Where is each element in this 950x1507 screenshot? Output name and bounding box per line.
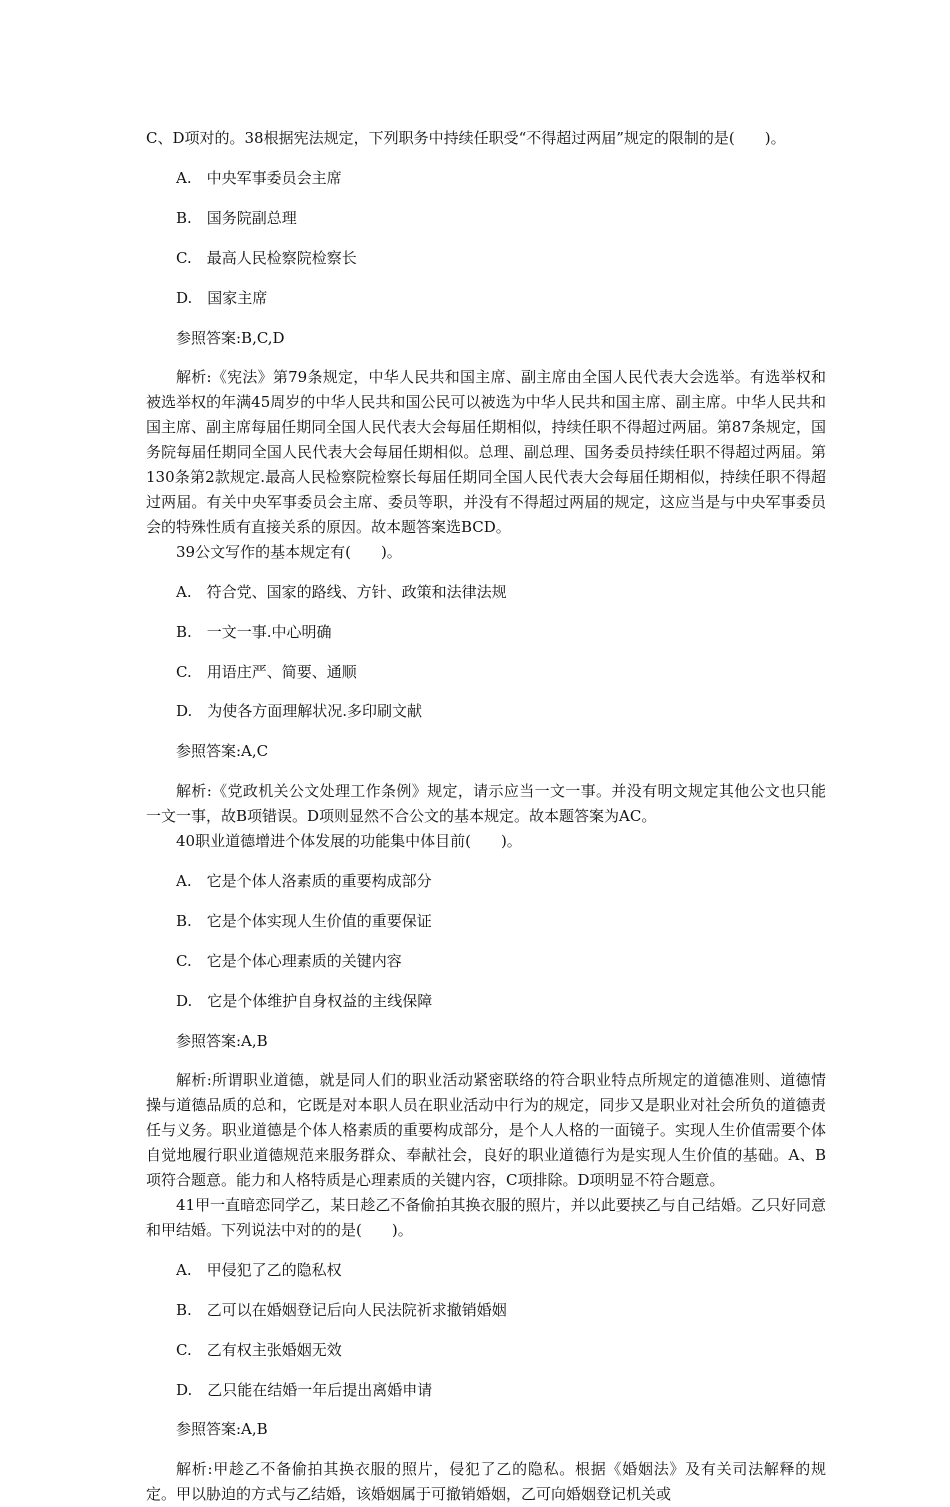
paragraph: 解析:所谓职业道德，就是同人们的职业活动紧密联络的符合职业特点所规定的道德准则、道德情操与道德品质的总和，它既是对本职人员在职业活动中行为的规定，同步又是职业对社会所负的道德责 任与义务。职业道德是个体人格素质的重要构成部分，是个人人格的一面镜子。实现人生价值需要个体自觉地履行职业道德规范来服务群众、奉献社会，良好的职业道德行为是实现人生价值的基础。A、B项符合题意。能力和人格特质是心理素质的关键内容，C项排除。D项明显不符合题意。 <box>146 1071 826 1190</box>
option-line: A. 它是个体人洛素质的重要构成部分 <box>176 871 432 890</box>
option-line: B. 一文一事.中心明确 <box>176 622 332 641</box>
option-line: A. 中央军事委员会主席 <box>176 168 342 187</box>
option-line: B. 乙可以在婚姻登记后向人民法院祈求撤销婚姻 <box>176 1300 507 1319</box>
option-line: D. 它是个体维护自身权益的主线保障 <box>176 991 433 1010</box>
paragraph: 解析:《党政机关公文处理工作条例》规定，请示应当一文一事。并没有明文规定其他公文也只能一文一事，故B项错误。D项则显然不合公文的基本规定。故本题答案为AC。 <box>146 782 826 826</box>
paragraph: C、D项对的。38根据宪法规定，下列职务中持续任职受“不得超过两届”规定的限制的是( )。 <box>146 129 786 147</box>
option-line: D. 乙只能在结婚一年后提出离婚申请 <box>176 1380 433 1399</box>
option-line: 参照答案:A,B <box>176 1031 268 1050</box>
option-line: A. 甲侵犯了乙的隐私权 <box>176 1260 342 1279</box>
option-line: 参照答案:A,B <box>176 1420 268 1439</box>
paragraph: 解析:《宪法》第79条规定，中华人民共和国主席、副主席由全国人民代表大会选举。有选举权和被选举权的年满45周岁的中华人民共和国公民可以被选为中华人民共和国主席、副主席。中华人民共和国主席、副主席每届任期同全国人民代表大会每届任期相似，持续任职不得超过两届。第87条规定，国务院每届任期同全国人民代表大会每届任期相似。总理、副总理、国务委员持续任职不得超过两届。第130条第2款规定.最高人民检察院检察长每届任期同全国人民代表大会每届任期相似，持续任职不得超过两届。有关中央军事委员会主席、委员等职，并没有不得超过两届的规定，这应当是与中央军事委员会的特殊性质有直接关系的原因。故本题答案选BCD。 <box>146 368 826 536</box>
document-page <box>146 126 826 1507</box>
option-line: C. 乙有权主张婚姻无效 <box>176 1340 342 1359</box>
option-line: C. 用语庄严、简要、通顺 <box>176 662 357 681</box>
option-line: D. 为使各方面理解状况.多印刷文献 <box>176 702 423 721</box>
paragraph: 40职业道德增进个体发展的功能集中体目前( )。 <box>176 832 522 851</box>
option-line: C. 最高人民检察院检察长 <box>176 248 357 267</box>
paragraph: 41甲一直暗恋同学乙，某日趁乙不备偷拍其换衣服的照片，并以此要挟乙与自己结婚。乙只好同意和甲结婚。下列说法中对的的是( )。 <box>146 1196 826 1239</box>
option-line: C. 它是个体心理素质的关键内容 <box>176 951 402 970</box>
option-line: 参照答案:B,C,D <box>176 328 285 347</box>
paragraph: 解析:甲趁乙不备偷拍其换衣服的照片，侵犯了乙的隐私。根据《婚姻法》及有关司法解释的规定。甲以胁迫的方式与乙结婚，该婚姻属于可撤销婚姻，乙可向婚姻登记机关或 <box>146 1460 826 1504</box>
option-line: B. 国务院副总理 <box>176 208 297 227</box>
option-line: A. 符合党、国家的路线、方针、政策和法律法规 <box>176 582 507 601</box>
option-line: D. 国家主席 <box>176 288 268 307</box>
paragraph: 39公文写作的基本规定有( )。 <box>176 542 402 561</box>
option-line: 参照答案:A,C <box>176 742 269 761</box>
option-line: B. 它是个体实现人生价值的重要保证 <box>176 911 432 930</box>
